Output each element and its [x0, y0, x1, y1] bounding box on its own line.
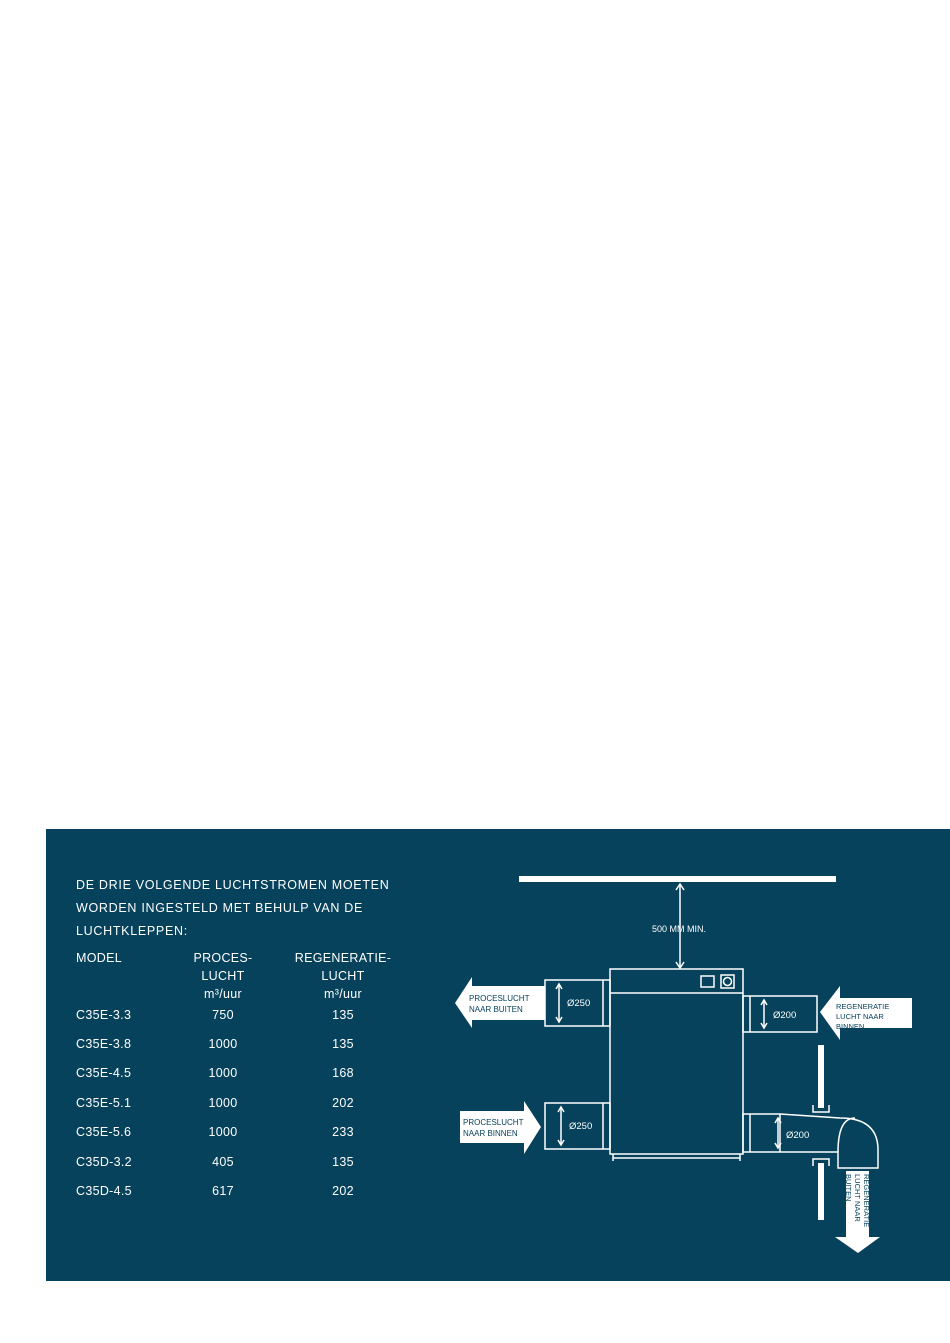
regen-in-label-3: BINNEN: [836, 1022, 865, 1031]
row-model: C35E-3.8: [76, 1037, 132, 1051]
row-model: C35E-5.1: [76, 1096, 132, 1110]
proc-in-label-2: NAAR BINNEN: [463, 1129, 518, 1138]
unit-logo-icon: [724, 978, 732, 986]
row-regeneratie: 135: [332, 1037, 354, 1051]
row-model: C35D-3.2: [76, 1155, 132, 1169]
regen-out-label-2: LUCHT NAAR: [853, 1174, 862, 1222]
header-regen-unit: m³/uur: [324, 987, 362, 1001]
row-proces: 405: [212, 1155, 234, 1169]
elbow-inner: [838, 1118, 855, 1152]
unit-panel-display: [701, 976, 714, 987]
row-proces: 1000: [208, 1096, 238, 1110]
duct-200-bottom: [743, 1114, 878, 1168]
duct-250-top-label: Ø250: [567, 998, 591, 1009]
row-proces: 1000: [208, 1066, 238, 1080]
regen-in-label-1: REGENERATIE: [836, 1002, 890, 1011]
intro-text: DE DRIE VOLGENDE LUCHTSTROMEN MOETEN WORDEN INGESTELD MET BEHULP VAN DE LUCHTKLEPPEN:: [76, 878, 390, 938]
clearance-label: 500 MM MIN.: [652, 924, 707, 934]
row-regeneratie: 135: [332, 1155, 354, 1169]
row-proces: 1000: [208, 1125, 238, 1139]
row-model: C35E-5.6: [76, 1125, 132, 1139]
proc-out-label-2: NAAR BUITEN: [469, 1005, 523, 1014]
header-regeneratie: [283, 949, 403, 1003]
regen-out-label-1: REGENERATIE: [862, 1174, 871, 1228]
header-proces-unit: m³/uur: [204, 987, 242, 1001]
wall-bottom: [818, 1163, 824, 1220]
regen-in-label-2: LUCHT NAAR: [836, 1012, 884, 1021]
row-model: C35D-4.5: [76, 1184, 132, 1198]
installation-diagram: [440, 860, 910, 1260]
row-regeneratie: 202: [332, 1184, 354, 1198]
dryer-unit: [610, 969, 743, 1154]
row-regeneratie: 202: [332, 1096, 354, 1110]
duct-200-bottom-label: Ø200: [786, 1130, 810, 1141]
header-regen-line1: REGENERATIE-: [294, 951, 392, 965]
proc-out-label-1: PROCESLUCHT: [469, 994, 530, 1003]
row-regeneratie: 135: [332, 1008, 354, 1022]
row-proces: 1000: [208, 1037, 238, 1051]
row-proces: 750: [212, 1008, 234, 1022]
ceiling-bar: [519, 876, 836, 882]
row-proces: 617: [212, 1184, 234, 1198]
arrow-process-in: [460, 1101, 541, 1154]
duct-200-top-label: Ø200: [773, 1010, 797, 1021]
row-model: C35E-4.5: [76, 1066, 132, 1080]
regen-out-label-3: BUITEN: [844, 1174, 853, 1202]
wall-top: [818, 1045, 824, 1108]
header-proces-line2: LUCHT: [201, 969, 245, 983]
header-regen-line2: LUCHT: [321, 969, 365, 983]
row-regeneratie: 233: [332, 1125, 354, 1139]
header-proces-line1: PROCES-: [193, 951, 253, 965]
header-procesl: [163, 949, 283, 1003]
row-regeneratie: 168: [332, 1066, 354, 1080]
duct-250-bottom-label: Ø250: [569, 1121, 593, 1132]
row-model: C35E-3.3: [76, 1008, 132, 1022]
proc-in-label-1: PROCESLUCHT: [463, 1118, 524, 1127]
header-model: MODEL: [76, 951, 122, 965]
